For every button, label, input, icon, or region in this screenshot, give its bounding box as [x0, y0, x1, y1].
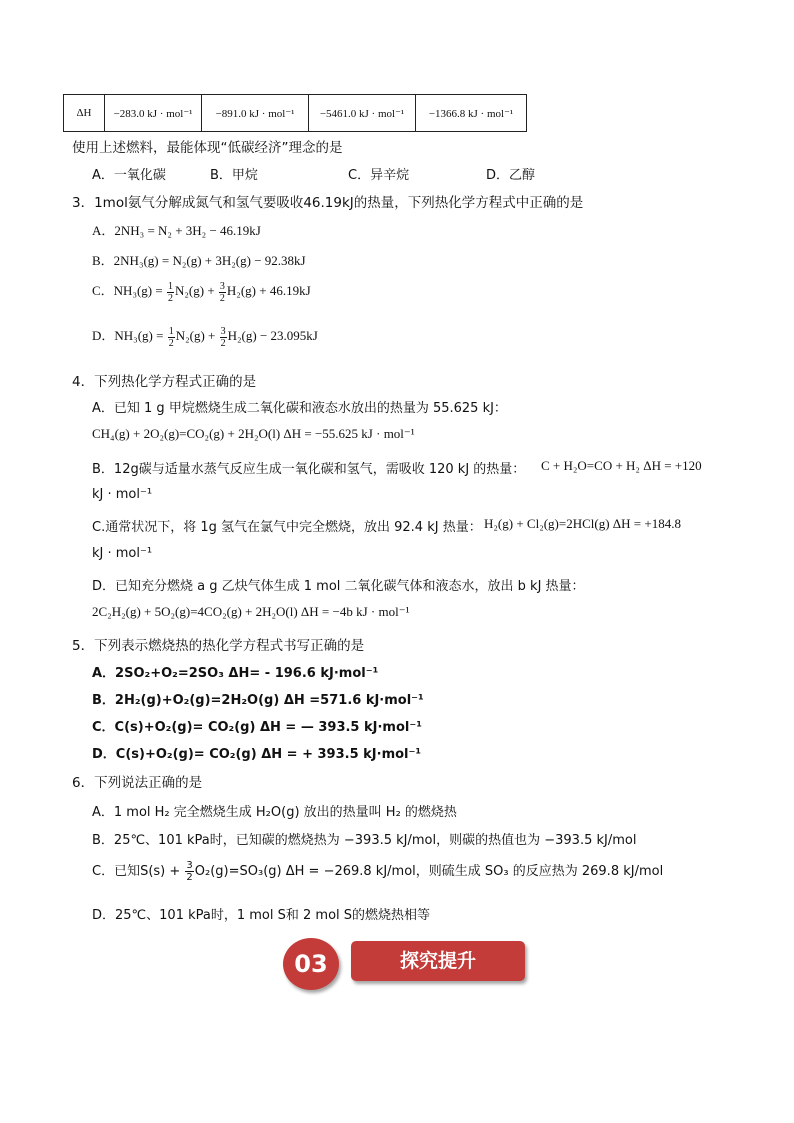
- q3-option-b: B．2NH₃(g) = N₂(g) + 3H₂(g) − 92.38kJ: [92, 253, 306, 268]
- q4-option-a-text: A．已知 1 g 甲烷燃烧生成二氧化碳和液态水放出的热量为 55.625 kJ：: [92, 401, 507, 416]
- enthalpy-table: [63, 94, 527, 132]
- q4-option-d-text: D．已知充分燃烧 a g 乙炔气体生成 1 mol 二氧化碳气体和液态水，放出 b kJ 热量：: [92, 579, 585, 594]
- q2-option-c: C．异辛烷: [348, 168, 410, 183]
- fraction: $\frac{3}{2}$: [219, 280, 225, 304]
- q4-option-b-text: B．12g碳与适量水蒸气反应生成一氧化碳和氢气，需吸收 120 kJ 的热量：: [92, 462, 526, 477]
- q4-option-a-equation: CH₄(g) + 2O₂(g)=CO₂(g) + 2H₂O(l) ΔH = −55.625 kJ · mol⁻¹: [92, 426, 415, 441]
- q2-option-d: D．乙醇: [486, 168, 536, 183]
- q3-stem: 3．1mol氨气分解成氮气和氢气要吸收46.19kJ的热量，下列热化学方程式中正确的是: [72, 195, 584, 211]
- q4-option-c-text: C.通常状况下，将 1g 氢气在氯气中完全燃烧，放出 92.4 kJ 热量：: [92, 520, 482, 535]
- q6-option-b: B．25℃、101 kPa时，已知碳的燃烧热为 −393.5 kJ/mol，则碳的热值也为 −393.5 kJ/mol: [92, 833, 637, 848]
- q5-option-a: A．2SO₂+O₂=2SO₃ ΔH= - 196.6 kJ·mol⁻¹: [92, 666, 379, 681]
- q6-option-a: A．1 mol H₂ 完全燃烧生成 H₂O(g) 放出的热量叫 H₂ 的燃烧热: [92, 805, 457, 820]
- section-number-badge: 03: [283, 938, 339, 990]
- q6-option-d: D．25℃、101 kPa时，1 mol S和 2 mol S的燃烧热相等: [92, 908, 431, 923]
- fraction: $\frac{1}{2}$: [168, 325, 174, 349]
- q2-stem: 使用上述燃料，最能体现“低碳经济”理念的是: [72, 140, 343, 156]
- table-cell: −5461.0 kJ · mol⁻¹: [309, 95, 416, 132]
- q4-option-d-equation: 2C₂H₂(g) + 5O₂(g)=4CO₂(g) + 2H₂O(l) ΔH = −4b kJ · mol⁻¹: [92, 604, 410, 619]
- table-row: [64, 95, 527, 132]
- q4-option-c-equation: H₂(g) + Cl₂(g)=2HCl(g) ΔH = +184.8: [484, 516, 681, 531]
- q5-option-c: C．C(s)+O₂(g)= CO₂(g) ΔH = — 393.5 kJ·mol⁻¹: [92, 720, 422, 735]
- q3-option-d: D．NH₃(g) = $\frac{1}{2}$ N₂(g) + $\frac{3}{2}$ H₂(g) − 23.095kJ: [92, 325, 318, 349]
- q5-stem: 5．下列表示燃烧热的热化学方程式书写正确的是: [72, 638, 365, 654]
- q5-option-d: D．C(s)+O₂(g)= CO₂(g) ΔH = + 393.5 kJ·mol⁻¹: [92, 747, 422, 762]
- q6-stem: 6．下列说法正确的是: [72, 775, 203, 791]
- q4-stem: 4．下列热化学方程式正确的是: [72, 374, 257, 390]
- q3-option-a: A．2NH₃ = N₂ + 3H₂ − 46.19kJ: [92, 223, 261, 238]
- q2-option-b: B．甲烷: [210, 168, 258, 183]
- q2-option-a: A．一氧化碳: [92, 168, 166, 183]
- table-cell: −1366.8 kJ · mol⁻¹: [416, 95, 527, 132]
- q4-option-b-equation: C + H₂O=CO + H₂ ΔH = +120: [541, 458, 702, 473]
- fraction: $\frac{3}{2}$: [186, 860, 193, 883]
- q4-option-c-unit: kJ · mol⁻¹: [92, 546, 153, 561]
- fraction: $\frac{3}{2}$: [220, 325, 226, 349]
- fraction: $\frac{1}{2}$: [167, 280, 173, 304]
- q4-option-b-unit: kJ · mol⁻¹: [92, 487, 153, 502]
- q6-option-c: C．已知S(s) + $\frac{3}{2}$ O₂(g)=SO₃(g) ΔH = −269.8 kJ/mol，则硫生成 SO₃ 的反应热为 269.8 kJ/mol: [92, 860, 664, 883]
- section-title-banner: 探究提升: [351, 941, 525, 981]
- q5-option-b: B．2H₂(g)+O₂(g)=2H₂O(g) ΔH =571.6 kJ·mol⁻¹: [92, 693, 424, 708]
- table-cell: −283.0 kJ · mol⁻¹: [105, 95, 202, 132]
- table-header-cell: ΔH: [64, 95, 105, 132]
- q3-option-c: C．NH₃(g) = $\frac{1}{2}$ N₂(g) + $\frac{3}{2}$ H₂(g) + 46.19kJ: [92, 280, 311, 304]
- table-cell: −891.0 kJ · mol⁻¹: [202, 95, 309, 132]
